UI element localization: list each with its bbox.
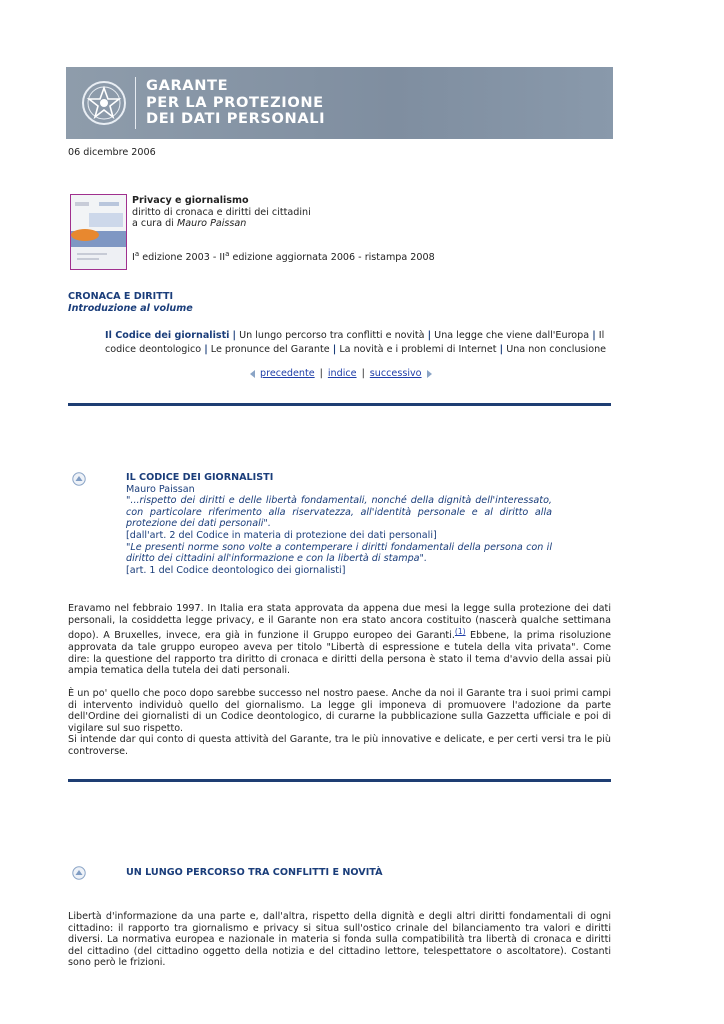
pager-separator: | [361,368,365,379]
chapter-title: IL CODICE DEI GIORNALISTI [126,472,274,483]
arrow-left-icon[interactable] [250,370,255,378]
edition-roman-1: I [132,252,135,264]
divider [68,403,611,406]
book-cover-image [70,194,127,270]
arrow-right-icon[interactable] [427,370,432,378]
paragraph-1-part-b: Ebbene, la prima risoluzione approvata da tale gruppo europeo aveva per titolo "Libertà di espressione e tutela della vita privata". Come dire: la questione del rapporto tra diritto di cronaca e diritti della persona è stato il tema d'avvio della assai più ampia tematica della tutela dei dati personali. [68,630,611,677]
paragraph-1-part-a: Eravamo nel febbraio 1997. In Italia era stata approvata da appena due mesi la legge sulla protezione dei dati personali, la cosiddetta legge privacy, e il Garante non era stato ancora costituito (nascerà qualche settimana dopo). A Bruxelles, invece, era già in funzione il Gruppo europeo dei Garanti. [68,603,611,642]
toc-item-internet[interactable]: La novità e i problemi di Internet [339,343,497,355]
prev-link[interactable]: precedente [260,368,315,379]
section-subtitle: Introduzione al volume [68,302,193,314]
back-to-top-icon[interactable] [72,472,86,486]
banner-line-1: GARANTE [146,77,229,94]
chapter-author: Mauro Paissan [126,483,195,495]
edition-text-2: edizione aggiornata 2006 - ristampa 2008 [229,252,435,264]
pager [250,368,432,379]
epigraph-ref-1: [dall'art. 2 del Codice in materia di protezione dei dati personali] [126,529,437,541]
book-curator: Mauro Paissan [176,218,247,230]
book-cover-art [71,195,126,269]
chapter-intro [126,472,552,576]
banner-line-2: PER LA PROTEZIONE [146,93,324,111]
toc-item-non-conclusione[interactable]: Una non conclusione [506,343,607,355]
epigraph-quote-2: "Le presenti norme sono volte a contemperare i diritti fondamentali della persona con il diritto dei cittadini all'informazione e con la libertà di stampa". [126,541,552,565]
edition-sup-1: a [134,250,140,258]
next-link[interactable]: successivo [369,368,422,379]
toc-separator: | [499,343,504,355]
banner-title [146,78,325,128]
book-curator-prefix: a cura di [132,218,177,230]
book-curator-line [132,218,311,230]
banner-separator [135,77,136,129]
emblem-icon [80,77,128,129]
toc-item-pronunce-garante[interactable]: Le pronunce del Garante [210,343,330,355]
toc-item-legge-europa[interactable]: Una legge che viene dall'Europa [434,330,590,341]
header-banner [66,67,613,139]
footnote-link[interactable]: (1) [454,627,466,637]
toc-separator: | [204,343,208,355]
book-info [132,195,311,230]
paragraph-2-text: È un po' quello che poco dopo sarebbe successo nel nostro paese. Anche da noi il Garante tra i suoi primi campi di intervento individuò quello del giornalismo. La legge gli imponeva di promuovere l'adozione da parte dell'Ordine dei giornalisti di un Codice deontologico, di curarne la pubblicazione sulla Gazzetta ufficiale e poi di vigilare sul suo rispetto. [68,688,611,734]
book-subtitle: diritto di cronaca e diritti dei cittadini [132,206,311,218]
banner-line-3: DEI DATI PERSONALI [146,110,326,127]
paragraph-3-text: Si intende dar qui conto di questa attività del Garante, tra le più innovative e delicate, e per certi versi tra le più controverse. [68,734,611,757]
book-title: Privacy e giornalismo [132,195,249,206]
section-heading [68,291,193,314]
book-edition [132,250,435,263]
back-to-top-icon[interactable] [72,866,86,880]
publication-date: 06 dicembre 2006 [68,147,156,158]
toc-item-codice-giornalisti[interactable]: Il Codice dei giornalisti [105,330,230,341]
footnote-ref [455,627,466,636]
toc-separator: | [427,330,432,341]
chapter-2-paragraph-1: Libertà d'informazione da una parte e, dall'altra, rispetto della dignità e degli altri diritti fondamentali di ogni cittadino: il rapporto tra giornalismo e privacy si situa sull'ostico crinale del bilanciamento tra valori e diritti diversi. La normativa europea e nazionale in materia si fonda sulla compatibilità tra libertà di cronaca e diritti del cittadino (del cittadino oggetto della notizia e del cittadino lettore, telespettatore o ascoltatore). Costanti sono però le frizioni. [68,911,611,969]
toc-separator: | [232,330,237,341]
epigraph-ref-2: [art. 1 del Codice deontologico dei giornalisti] [126,564,346,576]
toc-separator: | [332,343,337,355]
toc-item-codice-deontologico[interactable]: Il codice deontologico [105,330,605,355]
divider [68,779,611,782]
index-link[interactable]: indice [327,368,357,379]
paragraph-1 [68,603,611,677]
table-of-contents [105,329,612,356]
chapter-2-title: UN LUNGO PERCORSO TRA CONFLITTI E NOVITÀ [126,867,383,878]
edition-text-1: edizione 2003 - II [139,252,226,264]
edition-sup-2: a [225,250,230,258]
pager-separator: | [319,368,323,379]
epigraph-quote-1: "...rispetto dei diritti e delle libertà fondamentali, nonché della dignità dell'interessato, con particolare riferimento alla riservatezza, all'identità personale e al diritto alla protezione dei dati personali". [126,495,552,530]
paragraph-2 [68,688,611,758]
section-title: CRONACA E DIRITTI [68,291,174,302]
toc-item-lungo-percorso[interactable]: Un lungo percorso tra conflitti e novità [239,330,425,341]
toc-separator: | [592,330,596,341]
